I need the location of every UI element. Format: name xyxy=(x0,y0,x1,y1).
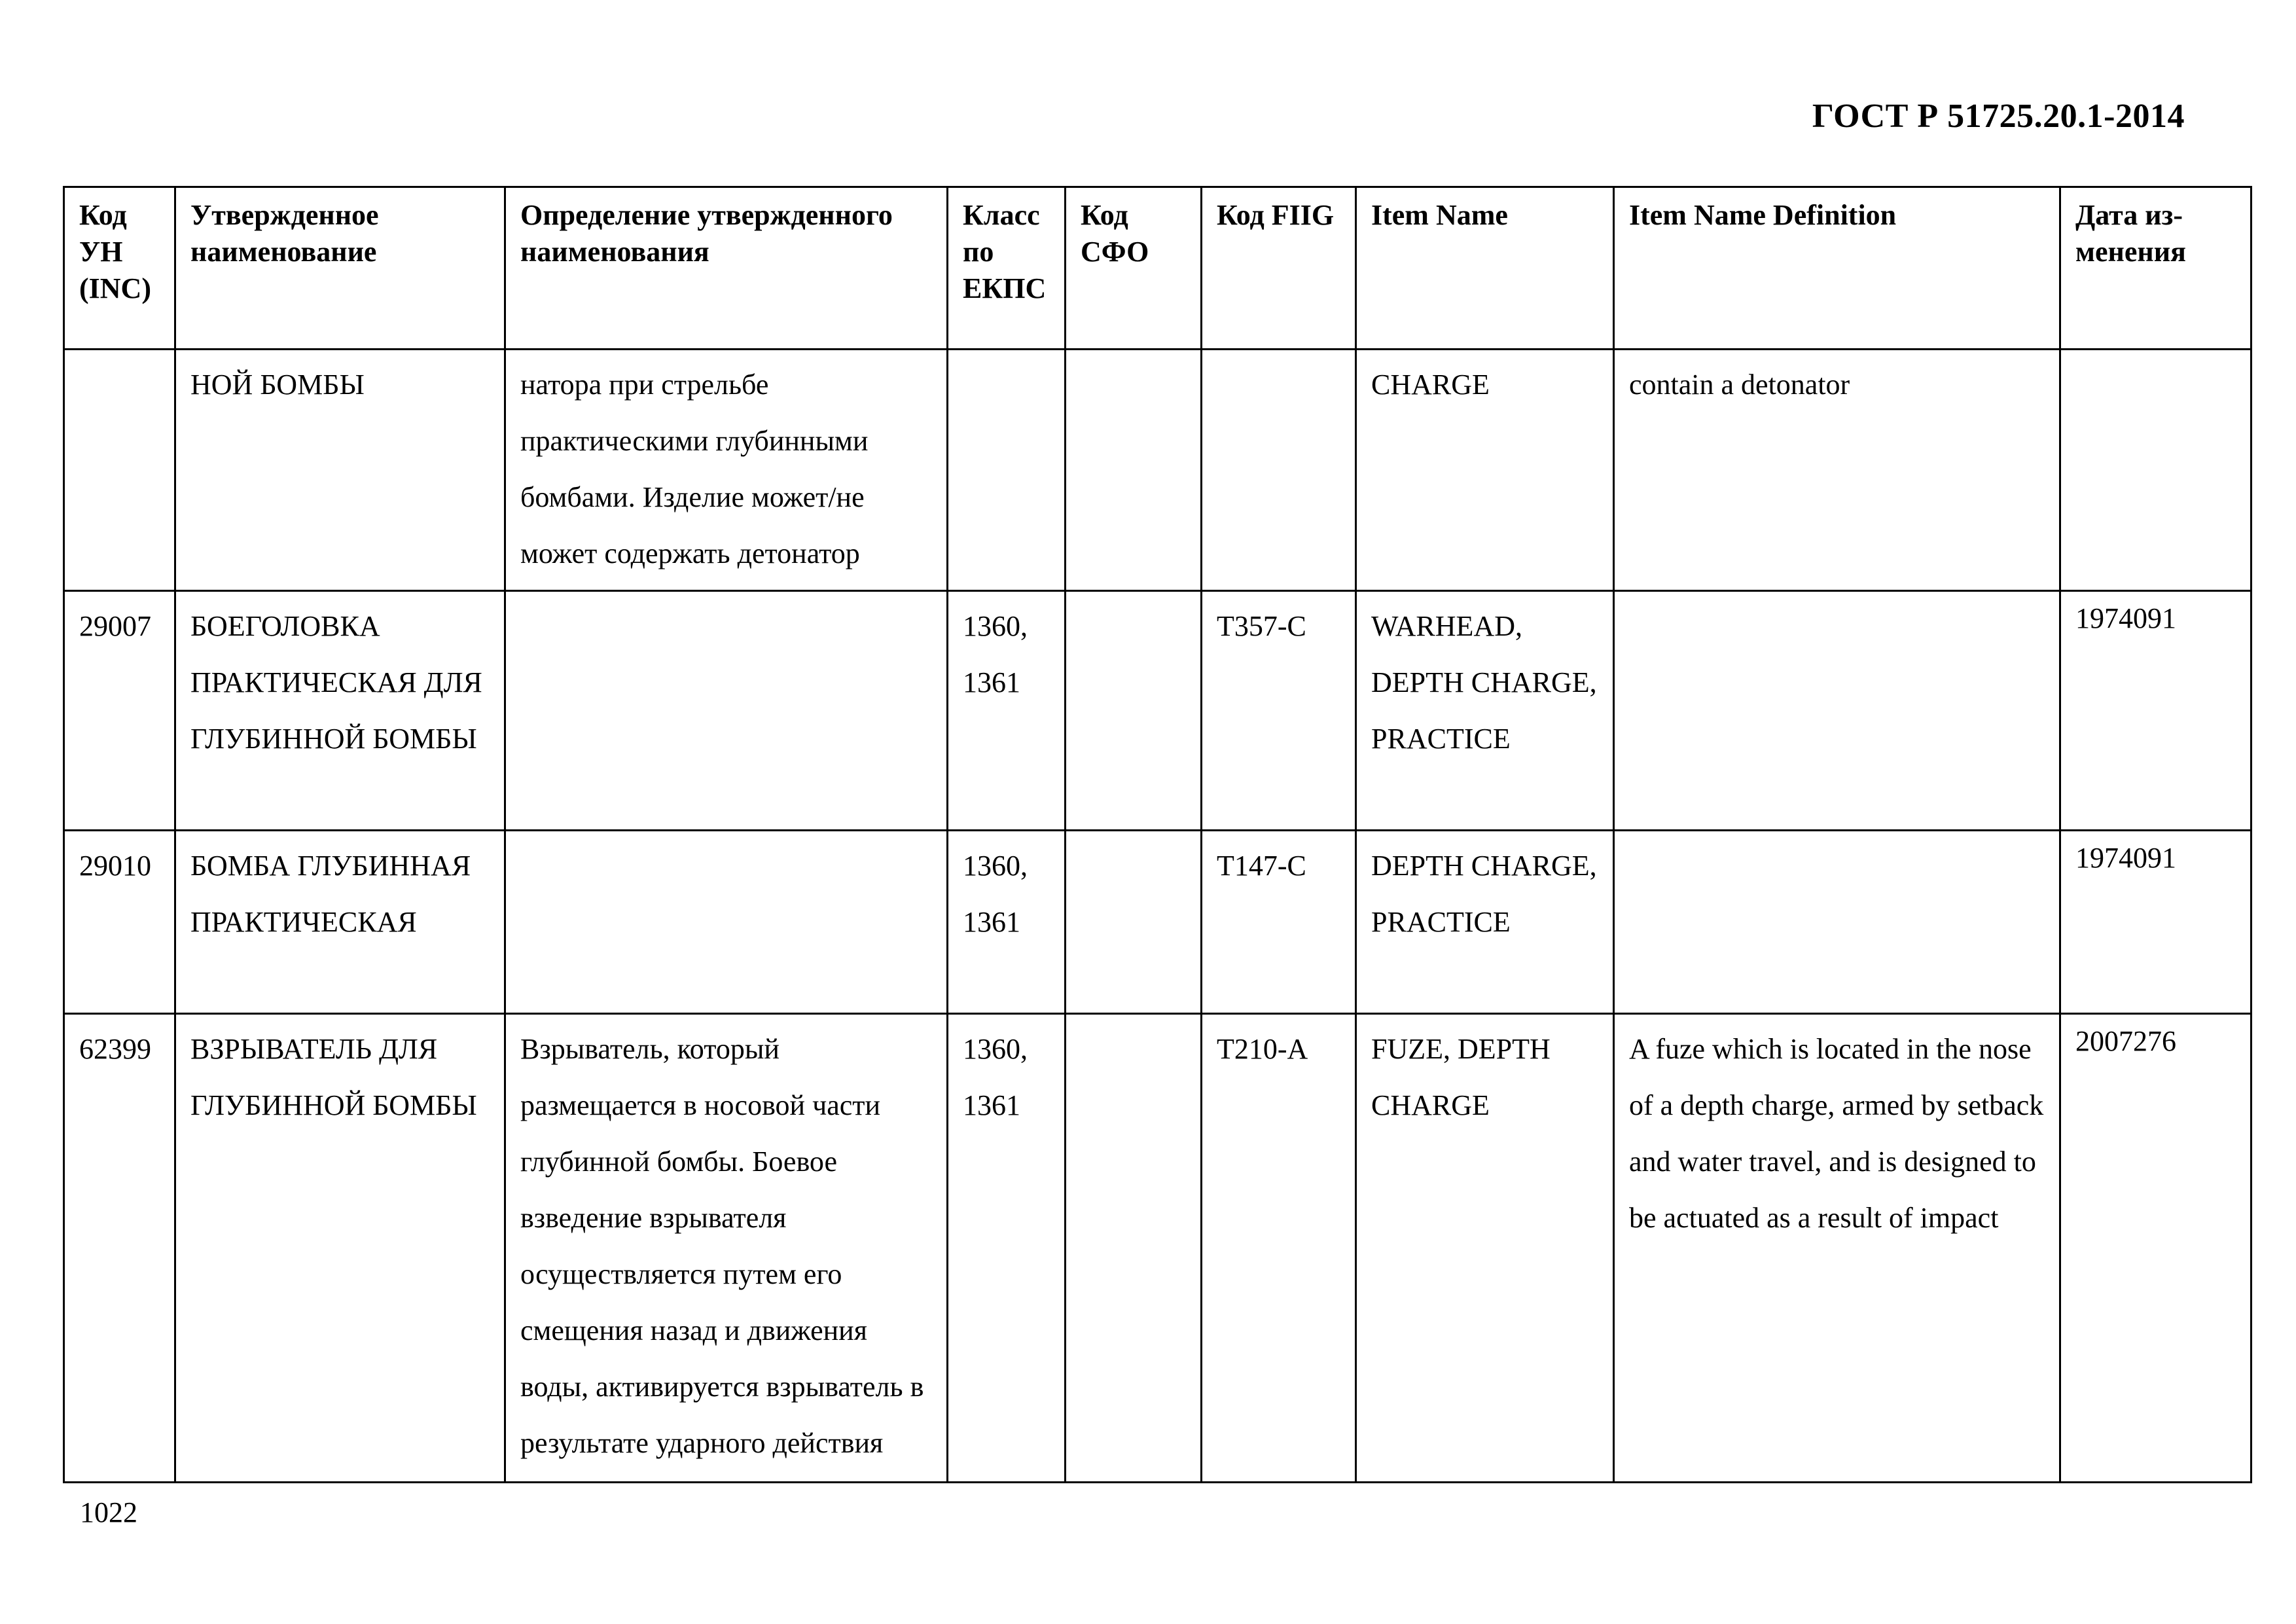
header-item-definition: Item Name Definition xyxy=(1614,187,2060,350)
cell-date: 1974091 xyxy=(2060,591,2251,831)
header-fiig: Код FIIG xyxy=(1202,187,1356,350)
cell-class xyxy=(948,350,1066,591)
cell-fiig: T210-A xyxy=(1202,1014,1356,1483)
header-name: Утвержденное наименование xyxy=(175,187,505,350)
cell-name: ВЗРЫВАТЕЛЬ ДЛЯ ГЛУБИННОЙ БОМБЫ xyxy=(175,1014,505,1483)
cell-class: 1360, 1361 xyxy=(948,1014,1066,1483)
cell-date xyxy=(2060,350,2251,591)
table-row xyxy=(64,591,2251,831)
cell-sfo xyxy=(1066,591,1202,831)
items-table xyxy=(63,186,2252,1483)
table-row xyxy=(64,1014,2251,1483)
cell-name: НОЙ БОМБЫ xyxy=(175,350,505,591)
table-header-row xyxy=(64,187,2251,350)
cell-inc: 29010 xyxy=(64,831,175,1014)
header-item-name: Item Name xyxy=(1356,187,1614,350)
cell-item-name: WARHEAD, DEPTH CHARGE, PRACTICE xyxy=(1356,591,1614,831)
cell-fiig: T147-C xyxy=(1202,831,1356,1014)
page-number: 1022 xyxy=(80,1496,137,1528)
cell-fiig xyxy=(1202,350,1356,591)
table-row xyxy=(64,350,2251,591)
cell-name: БОЕГОЛОВКА ПРАКТИЧЕСКАЯ ДЛЯ ГЛУБИННОЙ БОМБЫ xyxy=(175,591,505,831)
cell-definition xyxy=(505,831,948,1014)
cell-item-name: FUZE, DEPTH CHARGE xyxy=(1356,1014,1614,1483)
cell-item-definition: A fuze which is located in the nose of a depth charge, armed by setback and water travel, and is designed to be actuated as a result of impact xyxy=(1614,1014,2060,1483)
cell-item-name: CHARGE xyxy=(1356,350,1614,591)
header-inc: Код УН (INC) xyxy=(64,187,175,350)
cell-date: 2007276 xyxy=(2060,1014,2251,1483)
document-standard-header: ГОСТ Р 51725.20.1-2014 xyxy=(1812,98,2185,135)
cell-class: 1360, 1361 xyxy=(948,831,1066,1014)
header-date: Дата из-менения xyxy=(2060,187,2251,350)
header-definition: Определение утвержденного наименования xyxy=(505,187,948,350)
cell-inc: 29007 xyxy=(64,591,175,831)
cell-definition: Взрыватель, который размещается в носовой части глубинной бомбы. Боевое взведение взрывателя осуществляется путем его смещения назад и движения воды, активируется взрыватель в результате ударного действия xyxy=(505,1014,948,1483)
cell-definition xyxy=(505,591,948,831)
cell-inc xyxy=(64,350,175,591)
cell-class: 1360, 1361 xyxy=(948,591,1066,831)
table-row xyxy=(64,831,2251,1014)
cell-fiig: T357-C xyxy=(1202,591,1356,831)
cell-definition: натора при стрельбе практическими глубинными бомбами. Изделие может/не может содержать детонатор xyxy=(505,350,948,591)
cell-item-name: DEPTH CHARGE, PRACTICE xyxy=(1356,831,1614,1014)
header-class: Класс по ЕКПС xyxy=(948,187,1066,350)
cell-date: 1974091 xyxy=(2060,831,2251,1014)
cell-sfo xyxy=(1066,831,1202,1014)
cell-item-definition xyxy=(1614,831,2060,1014)
cell-sfo xyxy=(1066,350,1202,591)
cell-inc: 62399 xyxy=(64,1014,175,1483)
header-sfo: Код СФО xyxy=(1066,187,1202,350)
cell-name: БОМБА ГЛУБИННАЯ ПРАКТИЧЕСКАЯ xyxy=(175,831,505,1014)
cell-item-definition: contain a detonator xyxy=(1614,350,2060,591)
cell-sfo xyxy=(1066,1014,1202,1483)
cell-item-definition xyxy=(1614,591,2060,831)
